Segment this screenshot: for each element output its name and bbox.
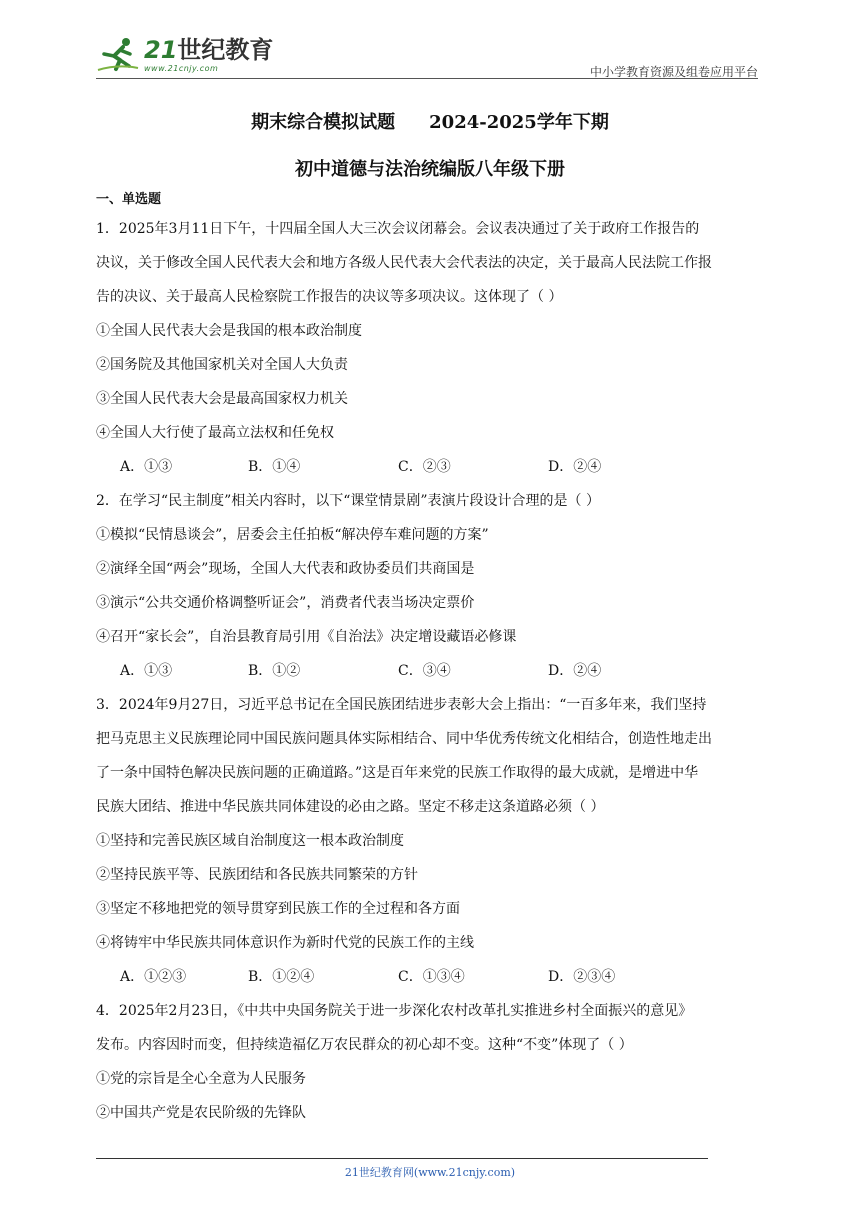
question-stem: 了一条中国特色解决民族问题的正确道路。”这是百年来党的民族工作取得的最大成就，是增进中华 <box>96 765 699 781</box>
exam-subtitle: 初中道德与法治统编版八年级下册 <box>295 159 565 180</box>
option-c[interactable]: C．①③④ <box>398 969 465 985</box>
option-b[interactable]: B．①② <box>248 663 301 679</box>
logo-url: www.21cnjy.com <box>144 63 219 73</box>
footer-site[interactable]: 21世纪教育网(www.21cnjy.com) <box>344 1166 516 1179</box>
option-d[interactable]: D．②③④ <box>548 969 616 985</box>
option-d[interactable]: D．②④ <box>548 459 602 475</box>
option-a[interactable]: A．①②③ <box>120 969 187 985</box>
statement-item: ①党的宗旨是全心全意为人民服务 <box>96 1071 306 1087</box>
question-stem: 把马克思主义民族理论同中国民族问题具体实际相结合、同中华优秀传统文化相结合，创造性地走出 <box>96 731 712 747</box>
logo-title: 21世纪教育 <box>144 35 274 64</box>
question-1 <box>96 212 766 484</box>
answer-options <box>96 654 766 688</box>
statement-item: ②中国共产党是农民阶级的先锋队 <box>96 1105 306 1121</box>
question-stem: 决议，关于修改全国人民代表大会和地方各级人民代表大会代表法的决定，关于最高人民法院工作报 <box>96 255 712 271</box>
option-b[interactable]: B．①④ <box>248 459 301 475</box>
question-stem: 3．2024年9月27日，习近平总书记在全国民族团结进步表彰大会上指出：“一百多年来，我们坚持 <box>96 697 707 713</box>
answer-options <box>96 960 766 994</box>
question-2 <box>96 484 766 688</box>
question-stem: 2．在学习“民主制度”相关内容时，以下“课堂情景剧”表演片段设计合理的是（ ） <box>96 493 600 509</box>
question-3 <box>96 688 766 994</box>
question-stem: 4．2025年2月23日，《中共中央国务院关于进一步深化农村改革扎实推进乡村全面振兴的意见》 <box>96 1003 693 1019</box>
statement-item: ①坚持和完善民族区域自治制度这一根本政治制度 <box>96 833 404 849</box>
option-c[interactable]: C．③④ <box>398 663 451 679</box>
question-stem: 1．2025年3月11日下午，十四届全国人大三次会议闭幕会。会议表决通过了关于政府工作报告的 <box>96 221 700 237</box>
option-a[interactable]: A．①③ <box>120 459 173 475</box>
option-b[interactable]: B．①②④ <box>248 969 315 985</box>
statement-item: ④全国人大行使了最高立法权和任免权 <box>96 425 334 441</box>
statement-item: ④将铸牢中华民族共同体意识作为新时代党的民族工作的主线 <box>96 935 474 951</box>
page-header <box>96 30 758 80</box>
header-divider <box>96 78 758 79</box>
question-stem: 告的决议、关于最高人民检察院工作报告的决议等多项决议。这体现了（ ） <box>96 289 563 305</box>
exam-content <box>96 188 766 1130</box>
runner-logo-icon <box>96 36 140 74</box>
statement-item: ②坚持民族平等、民族团结和各民族共同繁荣的方针 <box>96 867 418 883</box>
question-4 <box>96 994 766 1130</box>
statement-item: ①模拟“民情恳谈会”，居委会主任拍板“解决停车难问题的方案” <box>96 527 489 543</box>
question-stem: 民族大团结、推进中华民族共同体建设的必由之路。坚定不移走这条道路必须（ ） <box>96 799 605 815</box>
exam-title: 期末综合模拟试题 2024-2025学年下期 <box>251 112 609 133</box>
option-a[interactable]: A．①③ <box>120 663 173 679</box>
option-d[interactable]: D．②④ <box>548 663 602 679</box>
statement-item: ②演绎全国“两会”现场，全国人大代表和政协委员们共商国是 <box>96 561 475 577</box>
option-c[interactable]: C．②③ <box>398 459 451 475</box>
question-stem: 发布。内容因时而变，但持续造福亿万农民群众的初心却不变。这种“不变”体现了（ ） <box>96 1037 633 1053</box>
platform-tagline: 中小学教育资源及组卷应用平台 <box>589 65 758 79</box>
statement-item: ③全国人民代表大会是最高国家权力机关 <box>96 391 348 407</box>
statement-item: ③坚定不移地把党的领导贯穿到民族工作的全过程和各方面 <box>96 901 460 917</box>
answer-options <box>96 450 766 484</box>
section-heading: 一、单选题 <box>96 192 162 207</box>
statement-item: ①全国人民代表大会是我国的根本政治制度 <box>96 323 362 339</box>
statement-item: ②国务院及其他国家机关对全国人大负责 <box>96 357 348 373</box>
statement-item: ④召开“家长会”，自治县教育局引用《自治法》决定增设藏语必修课 <box>96 629 517 645</box>
logo <box>96 34 273 76</box>
footer-divider <box>96 1158 708 1159</box>
statement-item: ③演示“公共交通价格调整听证会”，消费者代表当场决定票价 <box>96 595 475 611</box>
